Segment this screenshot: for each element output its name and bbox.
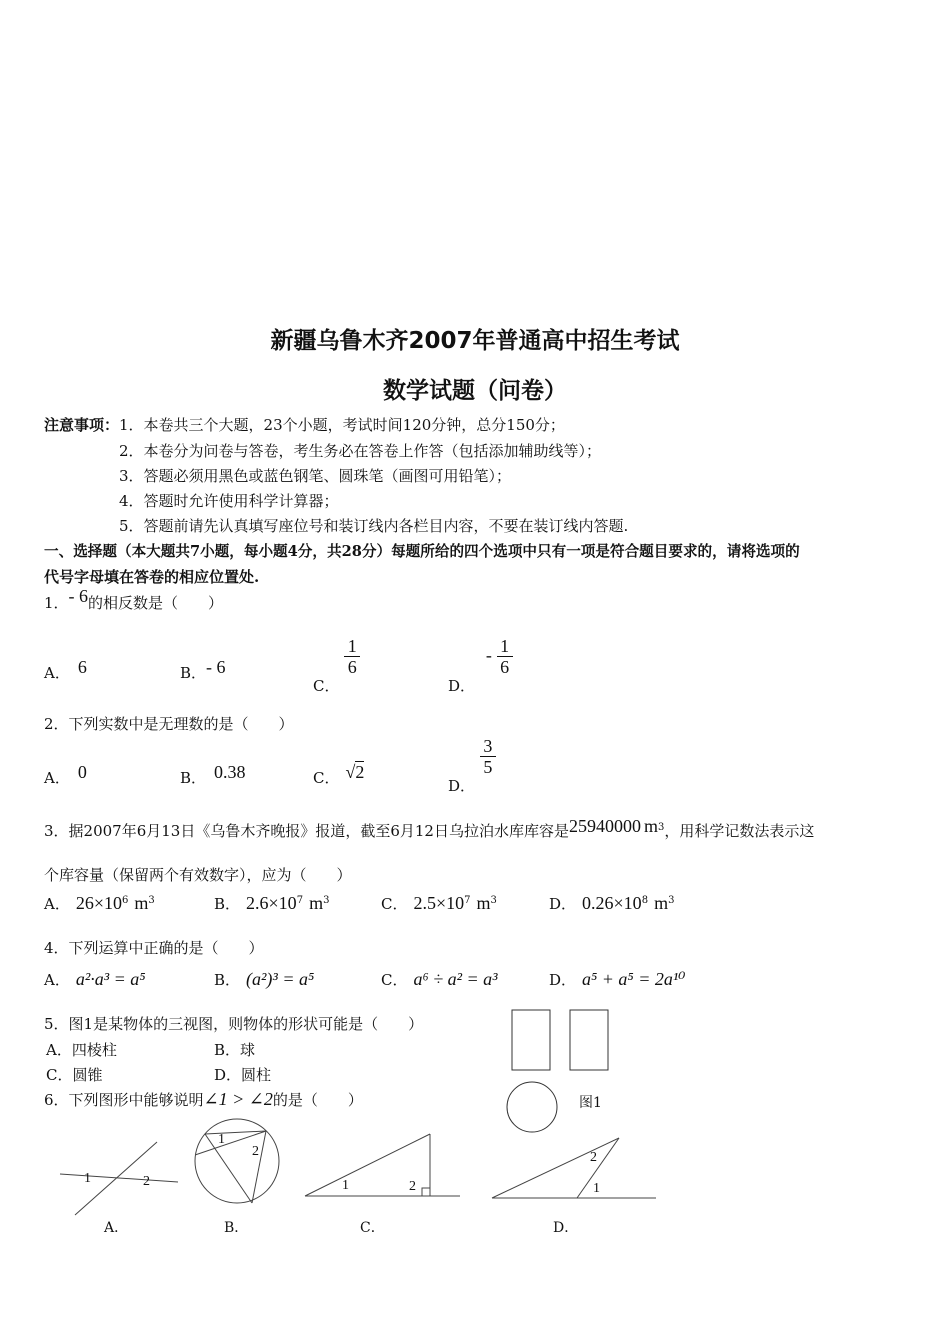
- unit: m: [476, 893, 491, 913]
- q1-option-c: [313, 636, 360, 695]
- option-label: D．: [549, 971, 577, 989]
- note-item-3: 3．答题必须用黑色或蓝色钢笔、圆珠笔（画图可用铅笔）；: [119, 467, 512, 485]
- fraction: [344, 636, 360, 677]
- q3-text-part1: 3．据2007年6月13日《乌鲁木齐晚报》报道，截至6月12日乌拉泊水库库容是: [44, 822, 569, 840]
- q6-option-a-label: A．: [104, 1220, 129, 1236]
- q1-option-b: [180, 657, 226, 683]
- option-label: A．: [44, 971, 70, 989]
- q2-option-b: [180, 762, 246, 788]
- numerator: 3: [483, 736, 493, 756]
- q4-option-c: [381, 969, 498, 990]
- side-view-rect: [570, 1010, 608, 1070]
- angle-1-label: 1: [593, 1181, 600, 1196]
- q1-option-d: [448, 636, 513, 695]
- option-label: A．: [44, 664, 70, 682]
- fraction: [480, 736, 496, 777]
- exponent: 3: [668, 895, 675, 906]
- q4-option-b: [214, 969, 314, 990]
- figure-d: [492, 1138, 656, 1198]
- option-value: 0: [77, 762, 87, 782]
- q1-expression: - 6: [68, 586, 89, 606]
- exponent: 7: [464, 895, 471, 906]
- denominator: 6: [500, 657, 510, 677]
- q4-option-d: [549, 969, 685, 990]
- figure-b: [195, 1119, 279, 1203]
- q2-option-d: [448, 736, 496, 795]
- question-4: 4．下列运算中正确的是（ ）: [44, 939, 264, 957]
- option-value: 2.5×10: [413, 893, 465, 913]
- q4-option-a: [44, 969, 146, 990]
- angle-1-label: 1: [218, 1132, 225, 1147]
- denominator: 6: [347, 657, 357, 677]
- unit: m: [309, 893, 324, 913]
- exam-title: 新疆乌鲁木齐2007年普通高中招生考试: [270, 328, 680, 354]
- notes-label: 注意事项：: [44, 416, 120, 434]
- option-expression: a⁵ + a⁵ = 2a¹⁰: [582, 969, 686, 989]
- q6-text-part1: 6．下列图形中能够说明: [44, 1091, 204, 1109]
- exponent: 3: [148, 895, 155, 906]
- radicand: 2: [355, 762, 365, 782]
- q6-option-c-label: C．: [360, 1220, 385, 1236]
- q1-text: 的相反数是（ ）: [88, 594, 224, 612]
- exponent: 3: [658, 822, 665, 833]
- q5-option-a: A．四棱柱: [46, 1041, 117, 1059]
- q2-option-c: [313, 762, 365, 788]
- unit: m: [654, 893, 669, 913]
- angle-2-label: 2: [143, 1174, 150, 1189]
- angle-2-label: 2: [590, 1150, 597, 1165]
- notes-block: [44, 414, 565, 435]
- front-view-rect: [512, 1010, 550, 1070]
- note-item-1: 1．本卷共三个大题，23个小题，考试时间120分钟，总分150分；: [119, 416, 565, 434]
- option-label: C．: [313, 769, 340, 787]
- option-label: B．: [180, 769, 207, 787]
- note-item-2: 2．本卷分为问卷与答卷，考生务必在答卷上作答（包括添加辅助线等）；: [119, 442, 602, 460]
- q3-option-b: [214, 893, 329, 914]
- minus-sign: -: [485, 644, 492, 665]
- numerator: 1: [500, 636, 510, 656]
- exponent: 6: [122, 895, 129, 906]
- option-value: 0.26×10: [582, 893, 642, 913]
- option-value: - 6: [206, 657, 226, 677]
- q6-text-part2: 的是（ ）: [272, 1091, 363, 1109]
- figure-1-label: 图1: [579, 1095, 602, 1111]
- option-label: A．: [44, 895, 70, 913]
- option-value: 6: [77, 657, 87, 677]
- question-6: [44, 1089, 363, 1110]
- q5-option-c: C．圆锥: [46, 1066, 103, 1084]
- q6-figures: [0, 1110, 950, 1240]
- q3-option-d: [549, 893, 674, 914]
- option-label: B．: [180, 664, 207, 682]
- angle-2-label: 2: [409, 1179, 416, 1194]
- question-5: 5．图1是某物体的三视图，则物体的形状可能是（ ）: [44, 1015, 424, 1033]
- option-label: B．: [214, 895, 241, 913]
- fraction: [497, 636, 513, 677]
- option-label: C．: [313, 676, 340, 695]
- option-label: C．: [381, 971, 408, 989]
- denominator: 5: [483, 757, 493, 777]
- q5-option-b: B．球: [214, 1041, 256, 1059]
- question-2: 2．下列实数中是无理数的是（ ）: [44, 715, 294, 733]
- q5-option-d: D．圆柱: [214, 1066, 272, 1084]
- exponent: 3: [323, 895, 330, 906]
- exponent: 7: [296, 895, 304, 906]
- question-3: [44, 816, 815, 841]
- q2-option-a: [44, 762, 87, 788]
- angle-1-label: 1: [84, 1171, 91, 1186]
- option-label: C．: [381, 895, 408, 913]
- q3-option-a: [44, 893, 155, 914]
- figure-c: [305, 1134, 460, 1196]
- exam-subtitle: 数学试题（问卷）: [383, 378, 567, 404]
- unit: m: [134, 893, 149, 913]
- option-label: D．: [448, 676, 476, 695]
- option-label: D．: [448, 776, 476, 795]
- question-1: [44, 586, 224, 613]
- note-item-4: 4．答题时允许使用科学计算器；: [119, 492, 339, 510]
- q3-volume: 25940000: [568, 816, 641, 836]
- section-heading-line2: 代号字母填在答卷的相应位置处.: [44, 568, 260, 586]
- numerator: 1: [347, 636, 357, 656]
- option-label: B．: [214, 971, 241, 989]
- q6-option-d-label: D．: [553, 1220, 579, 1236]
- q3-option-c: [381, 893, 497, 914]
- exponent: 3: [490, 895, 497, 906]
- option-expression: (a²)³ = a⁵: [246, 969, 315, 989]
- q6-expression: ∠1 > ∠2: [203, 1089, 273, 1109]
- note-item-5: 5．答题前请先认真填写座位号和装订线内各栏目内容，不要在装订线内答题.: [119, 517, 629, 535]
- option-value: 2.6×10: [246, 893, 297, 913]
- exponent: 8: [641, 895, 649, 906]
- option-value: 26×10: [75, 893, 122, 913]
- option-label: A．: [44, 769, 70, 787]
- figure-a: [60, 1142, 178, 1215]
- option-label: D．: [549, 895, 577, 913]
- option-expression: a⁶ ÷ a² = a³: [413, 969, 498, 989]
- option-value: 0.38: [214, 762, 246, 782]
- angle-2-label: 2: [252, 1144, 259, 1159]
- q3-text-line2: 个库容量（保留两个有效数字），应为（ ）: [44, 866, 352, 884]
- q1-option-a: [44, 657, 87, 683]
- angle-1-label: 1: [342, 1178, 349, 1193]
- sqrt-symbol: √: [345, 762, 356, 782]
- option-expression: a²·a³ = a⁵: [75, 969, 146, 989]
- q3-unit: m: [643, 816, 658, 836]
- q3-text-part2: ，用科学记数法表示这: [664, 822, 815, 840]
- section-heading: 一、选择题（本大题共7小题，每小题4分，共28分）每题所给的四个选项中只有一项是符合题目要求的，请将选项的: [44, 543, 800, 560]
- q6-option-b-label: B．: [224, 1220, 249, 1236]
- question-number: 1．: [44, 594, 69, 612]
